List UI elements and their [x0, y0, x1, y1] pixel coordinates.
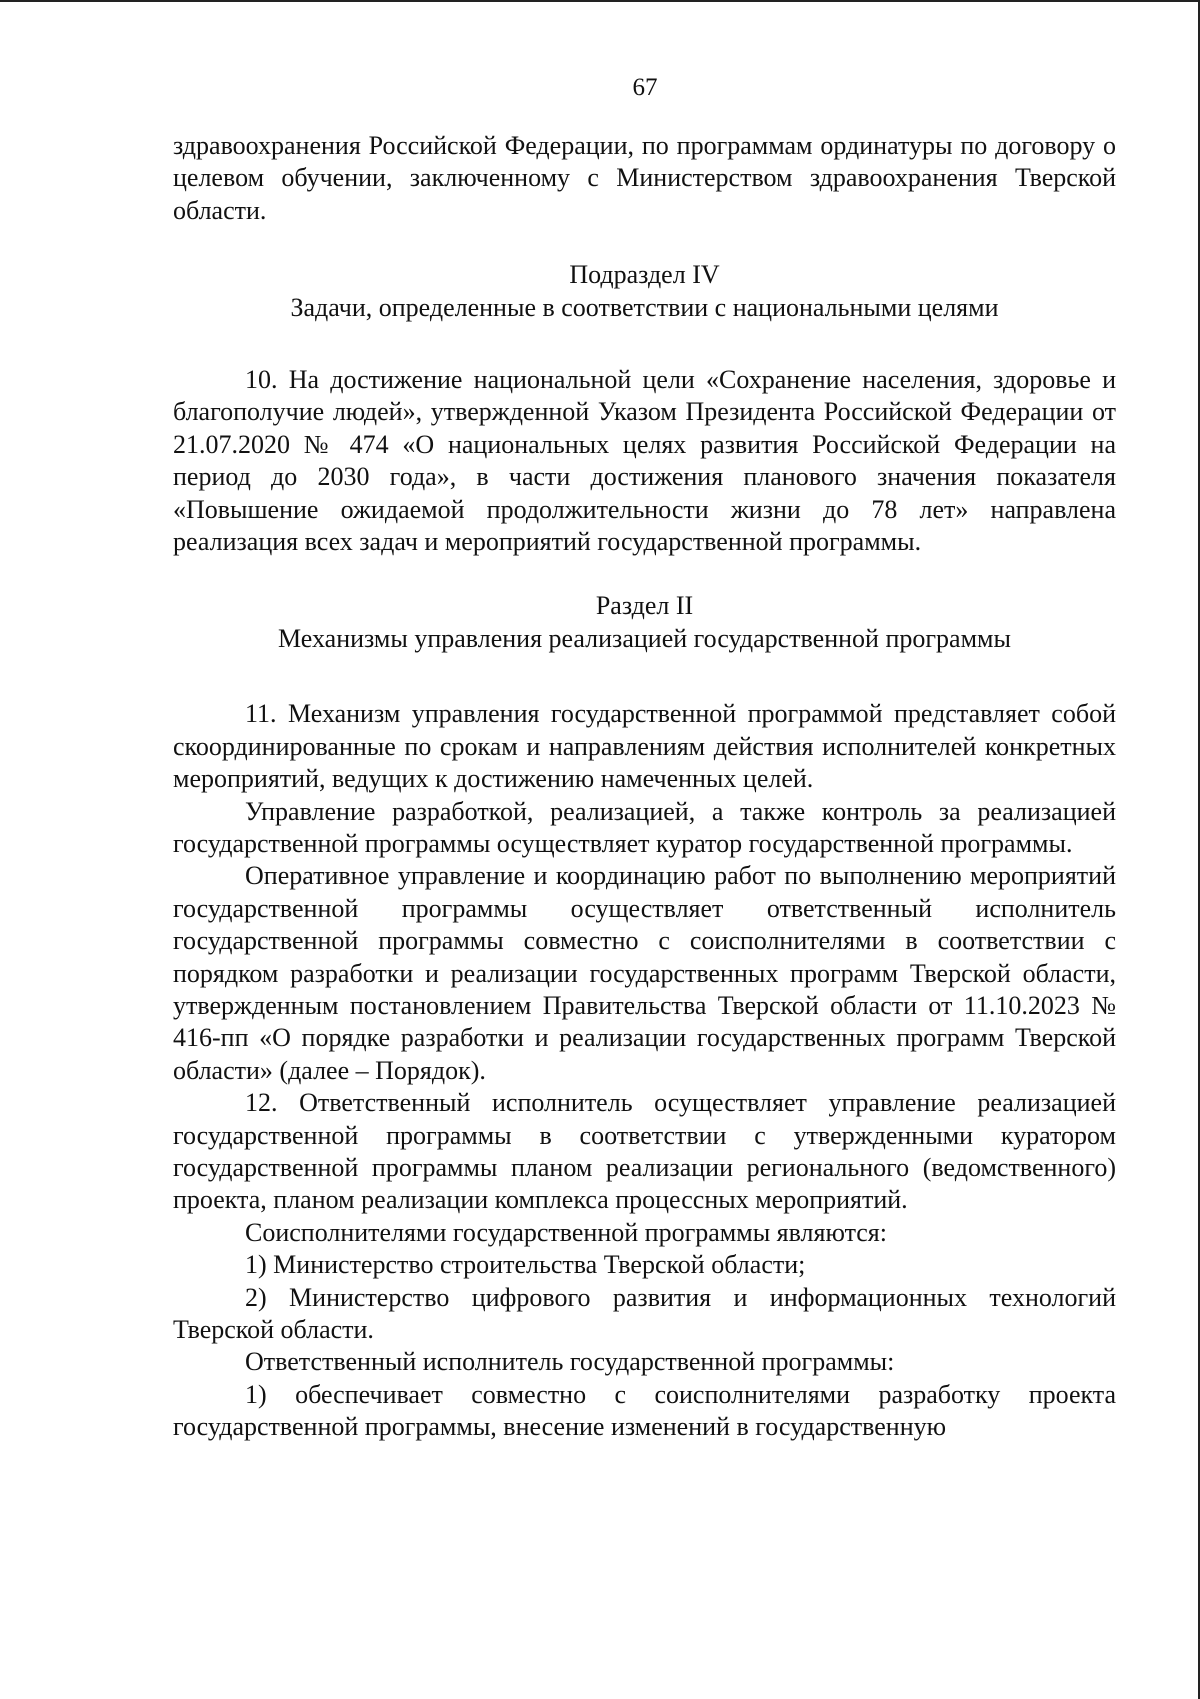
paragraph-coexecutors-intro: Соисполнителями государственной программы являются: — [245, 1217, 887, 1247]
paragraph-curator: Управление разработкой, реализацией, а также контроль за реализацией государственной программы осуществляет куратор государственной программы. — [173, 796, 1116, 858]
list-item-coexecutor-2: 2) Министерство цифрового развития и информационных технологий Тверской области. — [173, 1282, 1116, 1344]
list-item-coexecutor-1: 1) Министерство строительства Тверской области; — [245, 1250, 806, 1280]
paragraph-11: 11. Механизм управления государственной программой представляет собой скоординированные по срокам и направлениям действия исполнителей конкретных мероприятий, ведущих к достижению намеченных целей. — [173, 699, 1116, 794]
intro-paragraph: здравоохранения Российской Федерации, по программам ординатуры по договору о целевом обучении, заключенному с Министерством здравоохранения Тверской области. — [173, 131, 1116, 225]
subsection-title: Задачи, определенные в соответствии с национальными целями — [290, 292, 999, 322]
paragraph-10: 10. На достижение национальной цели «Сохранение населения, здоровье и благополучие людей», утвержденной Указом Президента Российской Федерации от 21.07.2020 № 474 «О национальных целях развития Российской Федерации на период до 2030 года», в части достижения планового значения показателя «Повышение ожидаемой продолжительности жизни до 78 лет» направлена реализация всех задач и мероприятий государственной программы. — [173, 365, 1116, 557]
page-number: 67 — [632, 74, 658, 101]
paragraph-operational-management: Оперативное управление и координацию работ по выполнению мероприятий государственной программы осуществляет ответственный исполнитель государственной программы совместно с соисполнителями в соответствии с порядком разработки и реализации государственных программ Тверской области, утвержденным постановлением Правительства Тверской области от 11.10.2023 № 416-пп «О порядке разработки и реализации государственных программ Тверской области» (далее – Порядок). — [173, 861, 1116, 1085]
section-title: Механизмы управления реализацией государственной программы — [278, 623, 1011, 653]
paragraph-responsible-executor-intro: Ответственный исполнитель государственной программы: — [245, 1347, 895, 1377]
list-item-responsibility-1: 1) обеспечивает совместно с соисполнителями разработку проекта государственной программы, внесение изменений в государственную — [173, 1379, 1116, 1442]
document-body — [173, 130, 1116, 1444]
subsection-label: Подраздел IV — [569, 260, 720, 290]
paragraph-12: 12. Ответственный исполнитель осуществляет управление реализацией государственной программы в соответствии с утвержденными куратором государственной программы планом реализации регионального (ведомственного) проекта, планом реализации комплекса процессных мероприятий. — [173, 1088, 1116, 1215]
section-label: Раздел II — [595, 591, 694, 621]
